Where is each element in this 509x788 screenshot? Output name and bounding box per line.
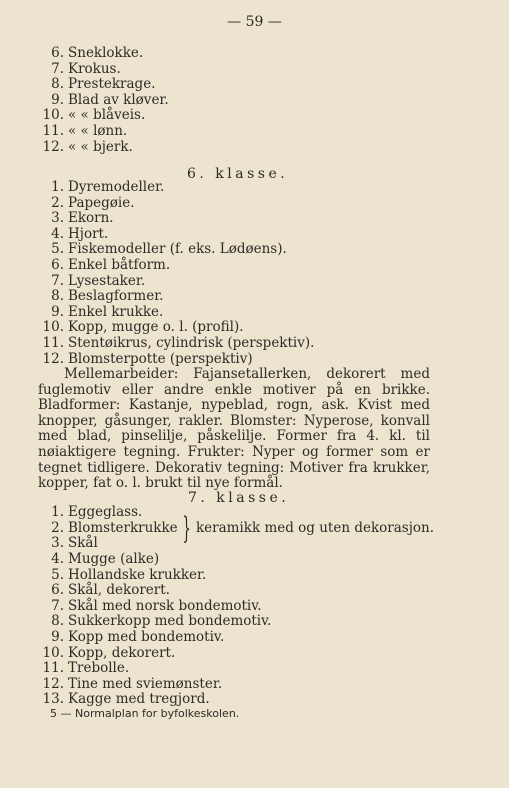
item-number: 12. — [42, 138, 64, 155]
item-text: Dyremodeller. — [68, 179, 165, 195]
item-number: 13. — [42, 691, 64, 708]
item-number: 9. — [51, 628, 64, 645]
item-text: Kopp, mugge o. l. (profil). — [68, 319, 244, 336]
list-item — [38, 211, 469, 227]
item-text: Beslagformer. — [68, 288, 164, 305]
item-text: Kagge med tregjord. — [68, 691, 210, 708]
list-item — [38, 62, 469, 78]
item-number: 12. — [42, 675, 64, 692]
item-text: Trebolle. — [68, 660, 130, 677]
item-number: 9. — [51, 91, 64, 108]
class-7-list-b — [38, 552, 469, 708]
item-text: Hjort. — [68, 225, 109, 242]
item-text: « « blåveis. — [68, 107, 146, 124]
item-number: 4. — [51, 225, 64, 242]
item-text: Tine med sviemønster. — [68, 675, 223, 692]
item-text: Fiskemodeller (f. eks. Lødøens). — [68, 241, 287, 258]
item-number: 8. — [51, 76, 64, 93]
footer-note: 5 — Normalplan for byfolkeskolen. — [50, 707, 240, 720]
list-item — [38, 336, 469, 352]
item-number: 2. — [51, 519, 64, 536]
item-number: 6. — [51, 45, 64, 61]
brace: } — [182, 511, 191, 546]
item-text: Papegøie. — [68, 194, 135, 211]
page-number: — 59 — — [227, 14, 282, 30]
item-text: « « lønn. — [68, 122, 128, 139]
item-text: Ekorn. — [68, 210, 114, 227]
item-text: Sukkerkopp med bondemotiv. — [68, 613, 272, 630]
paragraph-text: Mellemarbeider: Fajansetallerken, dekorert med fuglemotiv eller andre enkle motiver på en brikke. Bladformer: Kastanje, nypeblad, rogn, ask. Kvist med knopper, gåsunger, rakler. Blomster: Nyperose, konvall med blad, pinselilje, påskelilje. Former fra 4. kl. til nøiaktigere tegning. Frukter: Nyper og former som er tegnet tidligere. Dekorativ tegning: Motiver fra krukker, kopper, fat o. l. brukt til nye formål. — [38, 366, 430, 492]
item-number: 7. — [51, 597, 64, 614]
item-number: 10. — [42, 107, 64, 124]
item-number: 5. — [51, 566, 64, 583]
item-text: Skål med norsk bondemotiv. — [68, 597, 262, 614]
list-item — [38, 320, 469, 336]
item-text: Skål — [68, 535, 98, 552]
item-number: 1. — [51, 179, 64, 195]
item-number: 7. — [51, 60, 64, 77]
item-number: 12. — [42, 350, 64, 367]
item-number: 4. — [51, 551, 64, 567]
item-number: 10. — [42, 319, 64, 336]
heading-class-6: 6. klasse. — [187, 166, 289, 182]
item-text: « « bjerk. — [68, 138, 133, 155]
list-item — [38, 630, 469, 646]
list-item — [38, 646, 469, 662]
item-text: Lysestaker. — [68, 272, 146, 289]
item-text: Stentøikrus, cylindrisk (perspektiv). — [68, 334, 315, 351]
list-item — [38, 46, 469, 62]
item-number: 2. — [51, 194, 64, 211]
list-item — [38, 677, 469, 693]
list-item — [38, 242, 469, 258]
item-text: Prestekrage. — [68, 76, 156, 93]
item-number: 7. — [51, 272, 64, 289]
list-item — [38, 568, 469, 584]
item-text: Enkel båtform. — [68, 256, 171, 273]
item-text: Skål, dekorert. — [68, 582, 170, 599]
list-item — [38, 661, 469, 677]
list-item — [38, 599, 469, 615]
item-number: 8. — [51, 288, 64, 305]
item-number: 3. — [51, 535, 64, 552]
item-number: 5. — [51, 241, 64, 258]
item-text: Kopp, dekorert. — [68, 644, 176, 661]
item-number: 10. — [42, 644, 64, 661]
list-item — [38, 692, 469, 708]
list-item — [38, 305, 469, 321]
item-number: 3. — [51, 210, 64, 227]
item-text: Eggeglass. — [68, 504, 143, 520]
class-6-list — [38, 180, 469, 367]
heading-class-7: 7. klasse. — [188, 490, 290, 506]
item-text: Hollandske krukker. — [68, 566, 207, 583]
paragraph — [38, 367, 430, 492]
list-item — [38, 289, 469, 305]
item-text: Mugge (alke) — [68, 551, 160, 567]
item-number: 6. — [51, 256, 64, 273]
item-number: 11. — [42, 122, 64, 139]
list-item — [38, 614, 469, 630]
item-number: 11. — [42, 660, 64, 677]
item-text: Blomsterkrukke — [68, 519, 178, 536]
list-item — [38, 108, 469, 124]
plant-list — [38, 46, 469, 155]
list-item — [38, 180, 469, 196]
item-number: 8. — [51, 613, 64, 630]
list-item — [38, 505, 469, 521]
list-item — [38, 552, 469, 568]
list-item — [38, 93, 469, 109]
item-number: 9. — [51, 303, 64, 320]
list-item — [38, 140, 469, 156]
item-text: Enkel krukke. — [68, 303, 164, 320]
item-text: Blomsterpotte (perspektiv) — [68, 350, 253, 367]
item-text: Krokus. — [68, 60, 121, 77]
list-item — [38, 274, 469, 290]
list-item — [38, 196, 469, 212]
item-number: 1. — [51, 504, 64, 520]
list-item — [38, 77, 469, 93]
list-item — [38, 258, 469, 274]
list-item — [38, 227, 469, 243]
list-item — [38, 352, 469, 368]
brace-label: keramikk med og uten dekorasjon. — [196, 520, 434, 536]
list-item — [38, 536, 469, 552]
list-item — [38, 583, 469, 599]
item-number: 11. — [42, 334, 64, 351]
item-text: Blad av kløver. — [68, 91, 169, 108]
item-number: 6. — [51, 582, 64, 599]
item-text: Kopp med bondemotiv. — [68, 628, 225, 645]
item-text: Sneklokke. — [68, 45, 144, 61]
list-item — [38, 124, 469, 140]
